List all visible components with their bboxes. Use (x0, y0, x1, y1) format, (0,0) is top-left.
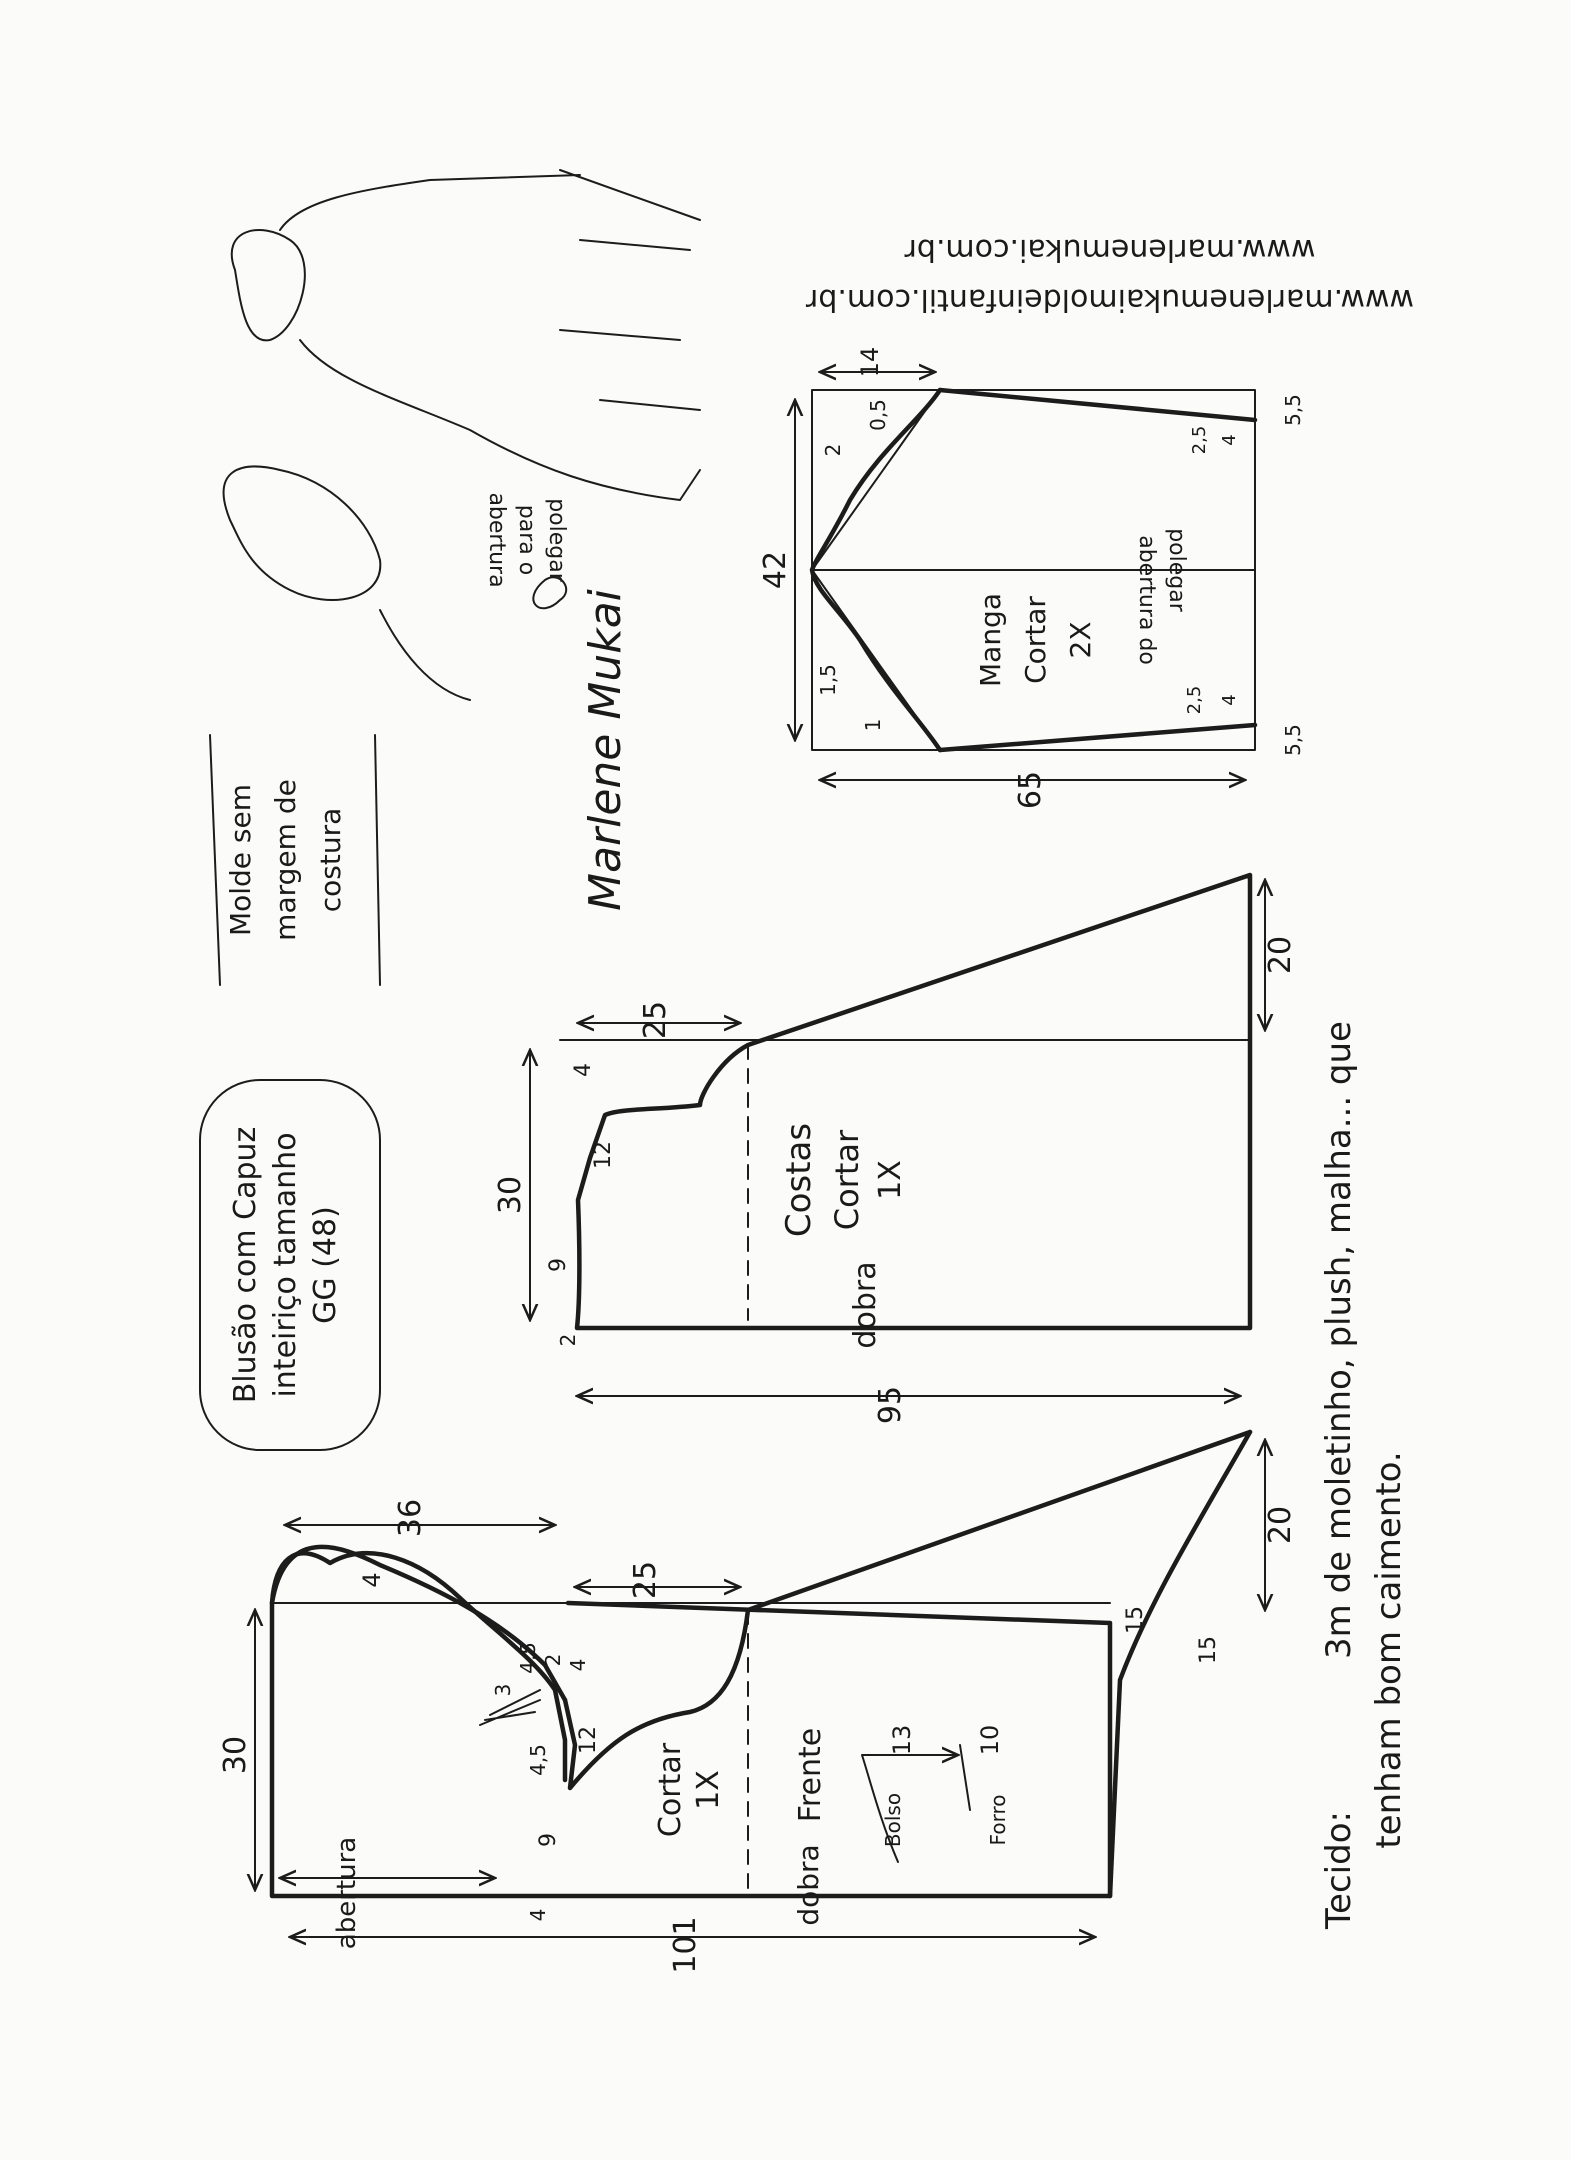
front-neck-45b-label: 4,5 (526, 1744, 550, 1776)
sleeve-cap-d-label: 1 (861, 718, 885, 732)
front-neck-2-label: 2 (541, 1653, 565, 1667)
front-cut-qty-label: 1X (691, 1770, 726, 1810)
sketch-hood-front (232, 230, 305, 340)
back-outline (577, 875, 1250, 1328)
front-neck-9-label: 9 (536, 1833, 561, 1847)
front-fold-label: dobra (792, 1844, 825, 1926)
sleeve-cap-c-label: 1,5 (816, 664, 840, 696)
fabric-text-1: 3m de moletinho, plush, malha... que (1319, 1021, 1359, 1659)
front-lining-label: Forro (986, 1794, 1010, 1846)
seam-note-rule-right (375, 735, 380, 985)
front-pattern-piece (218, 1432, 1298, 1974)
signature-flourish (533, 577, 566, 608)
sleeve-top-label: 14 (856, 346, 884, 378)
seam-note-rule-left (210, 735, 220, 985)
title-line-2: inteiriço tamanho (268, 1132, 303, 1398)
front-pocket-outline (862, 1745, 970, 1862)
sketch-note-3: polegar (544, 498, 569, 582)
sleeve-thumb-b-label: 4 (1219, 434, 1240, 446)
sleeve-width-label: 42 (758, 550, 793, 590)
front-hem-side-b-label: 15 (1196, 1636, 1221, 1664)
title-line-1: Blusão com Capuz (228, 1126, 263, 1404)
back-cut-label: Cortar (828, 1129, 866, 1231)
front-hood-depth-label: 4 (358, 1572, 386, 1588)
front-neck-12-label: 12 (576, 1726, 601, 1754)
back-neck-12-label: 12 (591, 1141, 616, 1169)
sketch-note-2: para o (514, 504, 539, 576)
front-hood-width-label: 36 (393, 1498, 428, 1538)
sleeve-thumb-a-label: 2,5 (1189, 425, 1210, 455)
back-total-width-label: 95 (873, 1385, 908, 1425)
seam-note-line-1: Molde sem (224, 783, 257, 937)
sketch-hood-back (224, 467, 381, 600)
front-opening-4-label: 4 (526, 1908, 550, 1922)
seam-note-line-2: margem de (269, 779, 302, 941)
fabric-note (1319, 1021, 1409, 1930)
fabric-text-2: tenham bom caimento. (1369, 1451, 1409, 1849)
front-cut-label: Cortar (653, 1742, 688, 1838)
back-neck-9-label: 9 (546, 1258, 571, 1272)
front-neck-4-label: 4 (566, 1658, 590, 1672)
back-pattern-piece (493, 875, 1298, 1424)
seam-allowance-note (210, 735, 380, 985)
signature-text: Marlene Mukai (580, 589, 631, 911)
sleeve-length-label: 65 (1013, 770, 1048, 810)
sleeve-cuff-b-label: 5,5 (1281, 724, 1305, 756)
back-shoulder-label: 25 (638, 1000, 673, 1040)
fabric-label: Tecido: (1319, 1811, 1359, 1929)
website-1: www.marlenemukai.com.br (904, 232, 1316, 267)
front-neck-45a-label: 4,5 (516, 1642, 540, 1674)
back-neck-2-label: 2 (556, 1333, 580, 1347)
sleeve-cap-a-label: 0,5 (866, 399, 890, 431)
title-line-3: GG (48) (308, 1206, 343, 1324)
back-cut-qty-label: 1X (873, 1160, 908, 1200)
front-hem-label: 20 (1263, 1505, 1298, 1545)
front-pocket-13-label: 13 (888, 1724, 916, 1756)
sleeve-cut-qty-label: 2X (1064, 621, 1097, 659)
website-2: www.marlenemukaimoldeinfantil.com.br (805, 282, 1415, 317)
front-side-seam (1110, 1432, 1250, 1896)
back-neck-4-label: 4 (571, 1063, 596, 1077)
back-top-height-label: 30 (493, 1175, 528, 1215)
sleeve-cuff-a-label: 5,5 (1281, 394, 1305, 426)
sleeve-cap-b-label: 2 (821, 443, 845, 457)
back-hem-label: 20 (1263, 935, 1298, 975)
front-opening-label: abertura (332, 1836, 362, 1950)
front-shoulder-label: 25 (628, 1560, 663, 1600)
signature (533, 577, 631, 911)
front-neck-3-label: 3 (491, 1683, 515, 1697)
sleeve-thumb-c-label: 2,5 (1184, 685, 1205, 715)
front-pocket-10-label: 10 (976, 1724, 1004, 1756)
seam-note-line-3: costura (314, 807, 347, 913)
front-hem-side-a-label: 15 (1123, 1606, 1148, 1634)
front-top-height-label: 30 (218, 1735, 253, 1775)
title-card (200, 1080, 380, 1450)
front-total-width-label: 101 (668, 1916, 703, 1974)
sleeve-thumb-note-1: abertura do (1134, 535, 1159, 665)
sleeve-thumb-note-2: polegar (1164, 528, 1189, 612)
sketch-sleeve (560, 170, 700, 410)
sketch-body (280, 175, 700, 700)
front-piece-label: Frente (793, 1727, 828, 1823)
sleeve-pattern-piece (758, 347, 1305, 809)
front-shoulder-slope (748, 1432, 1250, 1610)
sleeve-cut-label: Cortar (1019, 596, 1052, 684)
websites (805, 232, 1414, 317)
sleeve-piece-label: Manga (974, 593, 1007, 687)
back-fold-label: dobra (848, 1261, 883, 1349)
sketch-note-1: abertura (484, 492, 509, 588)
back-piece-label: Costas (779, 1122, 819, 1238)
sleeve-thumb-d-label: 4 (1219, 694, 1240, 706)
front-pocket-label: Bolso (881, 1792, 905, 1848)
front-outline (272, 1553, 1110, 1896)
